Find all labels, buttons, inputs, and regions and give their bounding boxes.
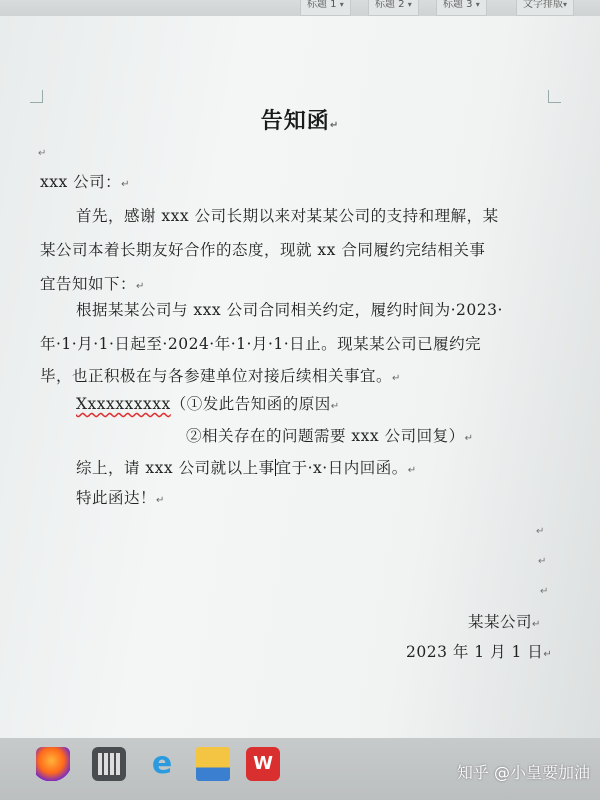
date-text: 2023 年 1 月 1 日 <box>406 643 544 661</box>
paragraph-mark-icon: ↵ <box>543 649 553 660</box>
date-line[interactable] <box>406 640 552 662</box>
style-heading-3[interactable] <box>436 0 487 16</box>
chevron-down-icon: ▾ <box>339 0 344 9</box>
paragraph-mark-icon: ↵ <box>536 526 545 537</box>
document-title-text: 告知函 <box>260 108 330 134</box>
list-line2[interactable] <box>186 424 473 446</box>
paragraph-mark-icon: ↵ <box>136 281 145 292</box>
placeholder-text: Xxxxxxxxxx <box>76 395 171 413</box>
paragraph-mark-icon: ↵ <box>156 495 165 506</box>
paragraph-mark-icon: ↵ <box>540 586 549 597</box>
style-heading-1[interactable] <box>300 0 351 16</box>
para1-line3[interactable] <box>40 272 145 294</box>
paragraph-mark-icon: ↵ <box>330 401 340 412</box>
signature[interactable] <box>468 610 541 632</box>
style-heading-2[interactable] <box>368 0 419 16</box>
para1-line1[interactable]: 首先，感谢 xxx 公司长期以来对某某公司的支持和理解，某 <box>76 207 499 225</box>
summary-text-before: 综上，请 xxx 公司就以上事 <box>76 459 275 477</box>
ie-browser-icon[interactable]: e <box>151 746 173 781</box>
calculator-icon[interactable] <box>92 747 126 781</box>
paragraph-mark-icon: ↵ <box>329 120 340 131</box>
paragraph-mark-icon: ↵ <box>121 179 131 190</box>
document-page[interactable] <box>0 16 600 738</box>
file-explorer-icon[interactable] <box>196 747 230 781</box>
para1-line2[interactable]: 某公司本着长期友好合作的态度，现就 xx 合同履约完结相关事 <box>40 241 486 259</box>
para2-line3[interactable] <box>40 364 401 386</box>
summary-line[interactable] <box>76 456 417 478</box>
calculator-keys <box>98 753 120 775</box>
text-layout-button[interactable] <box>516 0 574 16</box>
signature-text: 某某公司 <box>468 613 533 631</box>
firefox-icon[interactable] <box>36 747 70 781</box>
ribbon-toolbar <box>0 0 600 17</box>
closing-text: 特此函达！ <box>76 489 157 507</box>
margin-corner-top-left <box>30 90 43 103</box>
closing-line[interactable] <box>76 486 165 508</box>
paragraph-mark-icon: ↵ <box>464 433 474 444</box>
salutation[interactable] <box>40 170 130 192</box>
para2-line1[interactable]: 根据某某公司与 xxx 公司合同相关约定，履约时间为·2023· <box>76 301 503 319</box>
salutation-text: xxx 公司： <box>40 173 122 191</box>
summary-text-after: 宜于·x·日内回函。 <box>275 459 408 477</box>
text-layout-label: 文字排版 <box>523 0 563 10</box>
chevron-down-icon: ▾ <box>563 0 568 9</box>
para2-line3-text: 毕，也正积极在与各参建单位对接后续相关事宜。 <box>40 367 393 385</box>
style-heading-1-label: 标题 1 <box>307 0 337 10</box>
document-title[interactable] <box>0 104 600 135</box>
watermark: 知乎 @小皇要加油 <box>456 763 590 782</box>
style-heading-3-label: 标题 3 <box>443 0 473 10</box>
para1-line3-text: 宜告知如下： <box>40 275 137 293</box>
wps-office-icon[interactable]: W <box>246 747 280 781</box>
chevron-down-icon: ▾ <box>407 0 412 9</box>
list-item2-text: ②相关存在的问题需要 xxx 公司回复） <box>186 427 465 445</box>
paragraph-mark-icon: ↵ <box>407 465 417 476</box>
para2-line2[interactable]: 年·1·月·1·日起至·2024·年·1·月·1·日止。现某某公司已履约完 <box>40 335 482 353</box>
paragraph-mark-icon: ↵ <box>538 556 547 567</box>
paragraph-mark-icon: ↵ <box>532 619 541 630</box>
paragraph-mark-icon: ↵ <box>392 373 401 384</box>
paragraph-mark-icon: ↵ <box>38 148 47 159</box>
style-heading-2-label: 标题 2 <box>375 0 405 10</box>
list-item1-text: （①发此告知函的原因 <box>170 395 331 413</box>
list-line1[interactable] <box>76 392 340 414</box>
margin-corner-top-right <box>548 90 561 103</box>
chevron-down-icon: ▾ <box>475 0 480 9</box>
